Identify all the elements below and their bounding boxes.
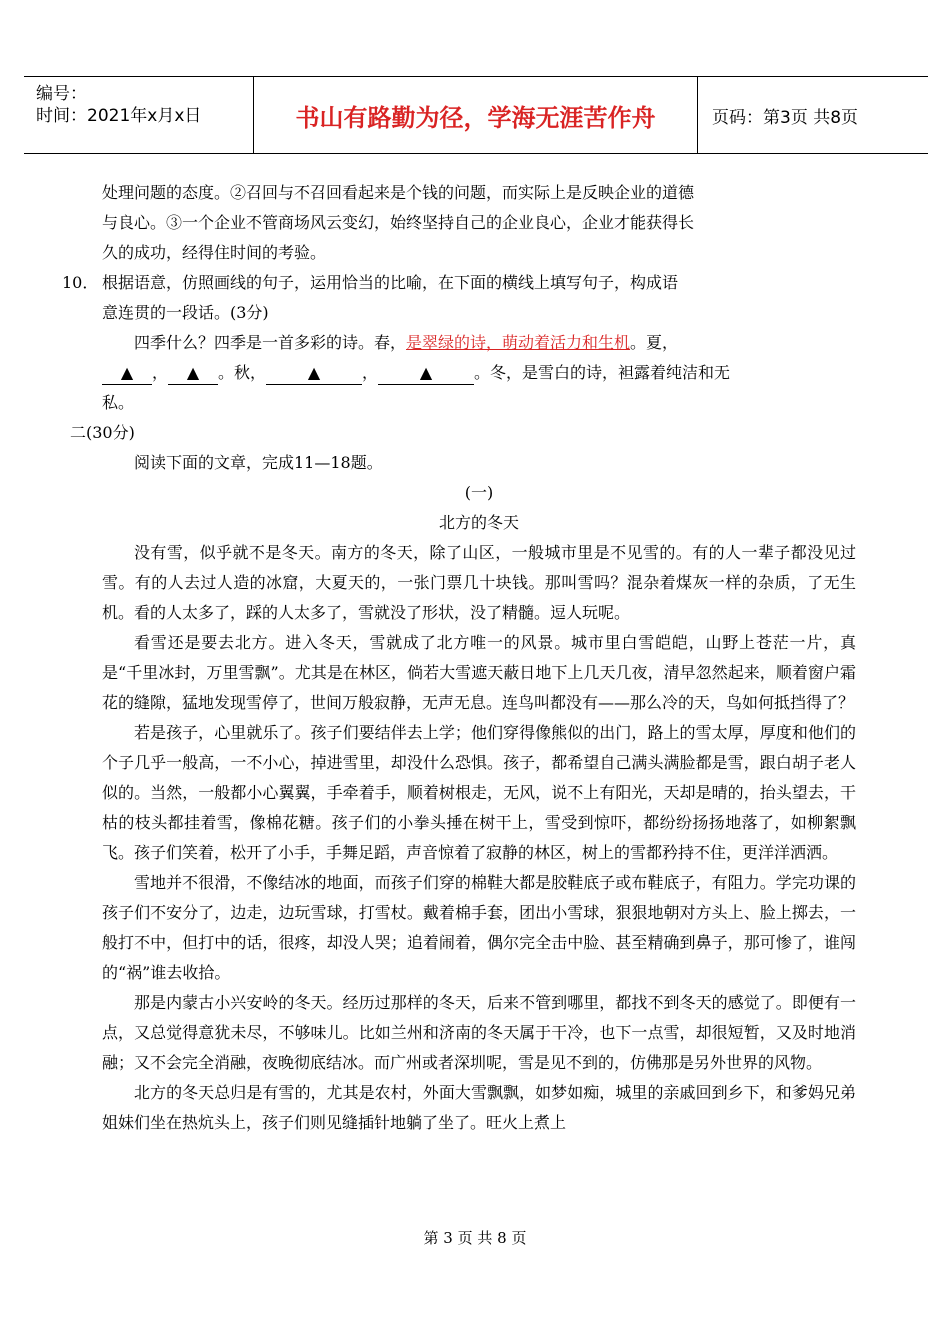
q10-text: 。秋， [218, 363, 267, 382]
q10-text: 。夏， [630, 333, 679, 352]
article-paragraph: 看雪还是要去北方。进入冬天，雪就成了北方唯一的风景。城市里白雪皑皑，山野上苍茫一片，真是“千里冰封，万里雪飘”。尤其是在林区，倘若大雪遮天蔽日地下上几天几夜，清早忽然起来，顺着窗户霜花的缝隙，猛地发现雪停了，世间万般寂静，无声无息。连鸟叫都没有——那么冷的天，鸟如何抵挡得了？ [102, 633, 856, 712]
article-paragraph: 北方的冬天总归是有雪的，尤其是农村，外面大雪飘飘，如梦如痴，城里的亲戚回到乡下，和爹妈兄弟姐妹们坐在热炕头上，孩子们则见缝插针地躺了坐了。旺火上煮上 [102, 1083, 856, 1132]
answer-blank[interactable]: ▲ [168, 362, 218, 385]
q9-line: 处理问题的态度。②召回与不召回看起来是个钱的问题，而实际上是反映企业的道德 [102, 183, 695, 202]
question-prompt: 根据语意，仿照画线的句子，运用恰当的比喻，在下面的横线上填写句子，构成语 [102, 273, 679, 292]
answer-blank[interactable]: ▲ [378, 362, 474, 385]
question-number: 10． [62, 273, 99, 292]
q9-line: 与良心。③一个企业不管商场风云变幻，始终坚持自己的企业良心，企业才能获得长 [102, 213, 695, 232]
section-title: 二(30分) [70, 423, 135, 442]
article-paragraph: 雪地并不很滑，不像结冰的地面，而孩子们穿的棉鞋大都是胶鞋底子或布鞋底子，有阻力。学完功课的孩子们不安分了，边走，边玩雪球，打雪杖。戴着棉手套，团出小雪球，狠狠地朝对方头上、脸上掷去，一般打不中，但打中的话，很疼，却没人哭；追着闹着，偶尔完全击中脸、甚至精确到鼻子，那可惨了，谁闯的“祸”谁去收拾。 [102, 873, 856, 982]
article-paragraph: 那是内蒙古小兴安岭的冬天。经历过那样的冬天，后来不管到哪里，都找不到冬天的感觉了。即便有一点，又总觉得意犹未尽，不够味儿。比如兰州和济南的冬天属于干冷，也下一点雪，却很短暂，又及时地消融；又不会完全消融，夜晚彻底结冰。而广州或者深圳呢，雪是见不到的，仿佛那是另外世界的风物。 [102, 993, 856, 1072]
answer-blank[interactable]: ▲ [102, 362, 152, 385]
question-prompt: 意连贯的一段话。(3分) [102, 303, 269, 322]
page-header [24, 76, 928, 154]
article-title: 北方的冬天 [438, 513, 519, 532]
q10-text: ， [152, 363, 169, 382]
q10-text: 四季什么？四季是一首多彩的诗。春， [134, 333, 407, 352]
article-paragraph: 没有雪，似乎就不是冬天。南方的冬天，除了山区，一般城市里是不见雪的。有的人一辈子都没见过雪。有的人去过人造的冰窟，大夏天的，一张门票几十块钱。那叫雪吗？混杂着煤灰一样的杂质，了无生机。看的人太多了，踩的人太多了，雪就没了形状，没了精髓。逗人玩呢。 [102, 543, 856, 622]
header-meta [24, 77, 254, 153]
document-time-label: 时间：2021年x月x日 [36, 106, 202, 126]
part-label: (一) [464, 483, 494, 502]
q10-tail: 私。 [102, 393, 135, 412]
answer-blank[interactable]: ▲ [266, 362, 362, 385]
q10-blanks-line [102, 358, 856, 388]
header-motto: 书山有路勤为径，学海无涯苦作舟 [254, 77, 698, 153]
page-footer: 第 3 页 共 8 页 [423, 1229, 527, 1247]
article-paragraph: 若是孩子，心里就乐了。孩子们要结伴去上学；他们穿得像熊似的出门，路上的雪太厚，厚度和他们的个子几乎一般高，一不小心，掉进雪里，却没什么恐惧。孩子，都希望自己满头满脸都是雪，跟白胡子老人似的。当然，一般都小心翼翼，手牵着手，顺着树根走，无风，说不上有阳光，天却是晴的，抬头望去，干枯的枝头都挂着雪，像棉花糖。孩子们的小拳头捶在树干上，雪受到惊吓，都纷纷扬扬地落了，如柳絮飘飞。孩子们笑着，松开了小手，手舞足蹈，声音惊着了寂静的林区，树上的雪都矜持不住，更洋洋洒洒。 [102, 723, 856, 862]
question-10 [62, 268, 856, 328]
q10-text: 。冬，是雪白的诗，袒露着纯洁和无 [474, 363, 731, 382]
underlined-example: 是翠绿的诗，萌动着活力和生机 [406, 333, 631, 352]
q9-line: 久的成功，经得住时间的考验。 [102, 243, 327, 262]
section-instruction: 阅读下面的文章，完成11—18题。 [134, 453, 383, 472]
q10-passage [102, 328, 856, 358]
document-body [62, 178, 856, 1138]
q10-text: ， [362, 363, 379, 382]
document-number-label: 编号： [36, 84, 87, 104]
header-page-label: 页码：第3页 共8页 [712, 107, 859, 128]
